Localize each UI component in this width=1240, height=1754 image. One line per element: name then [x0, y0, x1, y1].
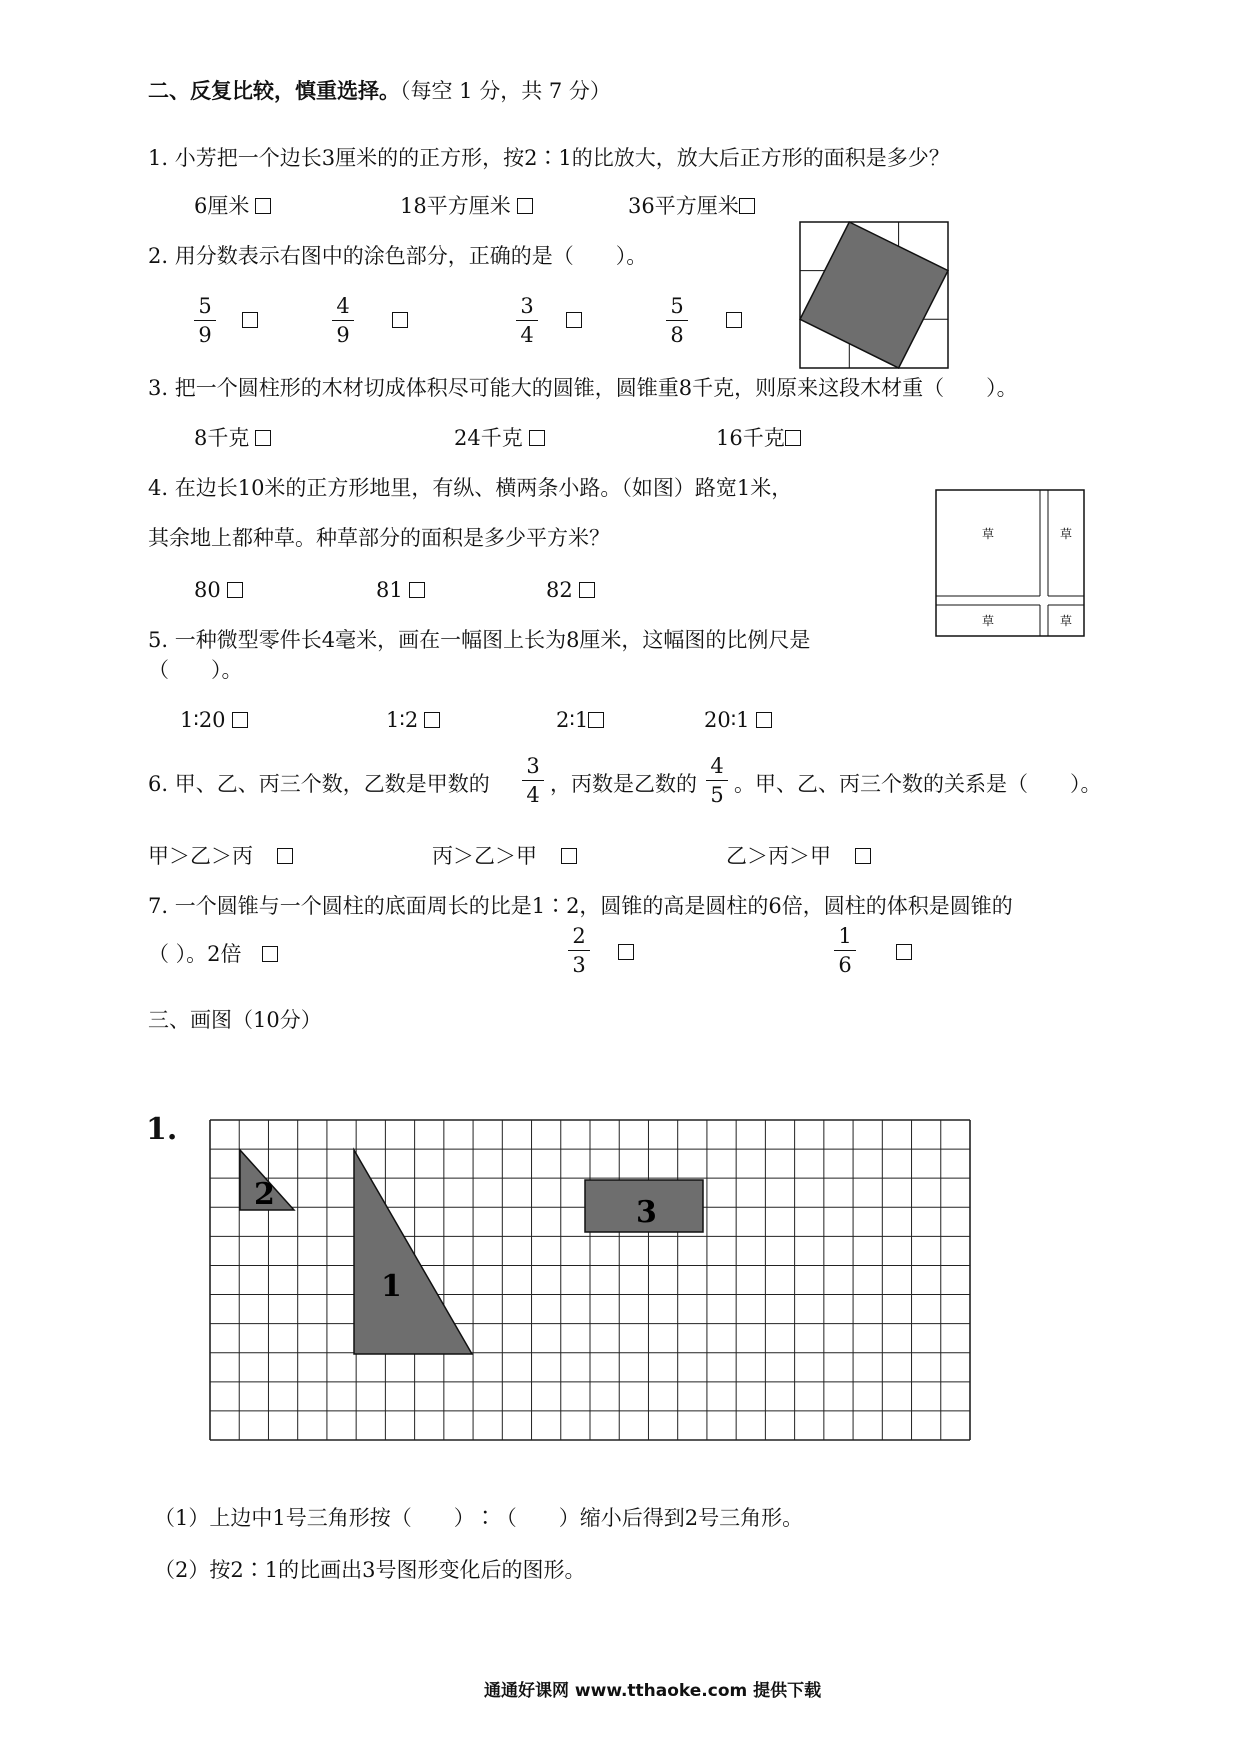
- footer-credit: 通通好课网 www.tthaoke.com 提供下载: [484, 1681, 822, 1701]
- q2-figure: [796, 218, 952, 372]
- sub-question-2: （2）按2∶1的比画出3号图形变化后的图形。: [154, 1558, 586, 1582]
- checkbox-icon[interactable]: [277, 848, 293, 864]
- q7-option-b-checkbox[interactable]: [618, 944, 634, 960]
- checkbox-icon[interactable]: [227, 582, 243, 598]
- checkbox-icon[interactable]: [855, 848, 871, 864]
- section-2-title: 二、反复比较，慎重选择。: [148, 78, 400, 103]
- q2-option-d-fraction: 5 8: [662, 296, 692, 346]
- grass-label-3: 草: [981, 614, 995, 628]
- q6-fraction-2: 4 5: [702, 756, 732, 806]
- checkbox-icon[interactable]: [756, 712, 772, 728]
- grass-label-4: 草: [1059, 614, 1073, 628]
- rectangle-3-label: 3: [636, 1195, 657, 1230]
- q3-option-a[interactable]: 8千克: [194, 428, 271, 449]
- q4-option-c[interactable]: 82: [546, 580, 595, 601]
- drawing-grid[interactable]: [208, 1118, 974, 1444]
- q6-text-part-1: 6. 甲、乙、丙三个数，乙数是甲数的: [148, 772, 490, 796]
- q6-text-part-2: ，丙数是乙数的: [550, 772, 697, 796]
- checkbox-icon[interactable]: [739, 198, 755, 214]
- section-2-heading: [148, 80, 611, 102]
- q6-text-part-3: 。甲、乙、丙三个数的关系是（ ）。: [734, 772, 1102, 796]
- q2-option-c-checkbox[interactable]: [566, 312, 582, 328]
- q3-option-c[interactable]: 16千克: [716, 428, 801, 449]
- q5-line-1: 5. 一种微型零件长4毫米，画在一幅图上长为8厘米，这幅图的比例尺是: [148, 628, 811, 652]
- q7-option-c-checkbox[interactable]: [896, 944, 912, 960]
- checkbox-icon[interactable]: [579, 582, 595, 598]
- q7-line-1: 7. 一个圆锥与一个圆柱的底面周长的比是1∶2，圆锥的高是圆柱的6倍，圆柱的体积是圆锥的: [148, 894, 1013, 918]
- triangle-1: [354, 1150, 472, 1354]
- checkbox-icon[interactable]: [409, 582, 425, 598]
- q6-option-b[interactable]: 丙＞乙＞甲: [432, 846, 577, 867]
- checkbox-icon[interactable]: [517, 198, 533, 214]
- checkbox-icon[interactable]: [262, 946, 278, 962]
- q2-option-d-checkbox[interactable]: [726, 312, 742, 328]
- checkbox-icon[interactable]: [785, 430, 801, 446]
- checkbox-icon[interactable]: [424, 712, 440, 728]
- q1-text: 1. 小芳把一个边长3厘米的的正方形，按2∶1的比放大，放大后正方形的面积是多少？: [148, 146, 950, 170]
- q1-option-c[interactable]: 36平方厘米: [628, 196, 755, 217]
- q5-option-b[interactable]: 1∶2: [386, 710, 440, 731]
- triangle-1-label: 1: [381, 1269, 402, 1304]
- drawing-question-number: 1.: [146, 1112, 178, 1147]
- q1-option-b[interactable]: 18平方厘米: [400, 196, 533, 217]
- checkbox-icon[interactable]: [255, 198, 271, 214]
- q3-option-b[interactable]: 24千克: [454, 428, 545, 449]
- q6-option-a[interactable]: 甲＞乙＞丙: [148, 846, 293, 867]
- q2-text: 2. 用分数表示右图中的涂色部分，正确的是（ ）。: [148, 244, 648, 268]
- q5-option-d[interactable]: 20∶1: [704, 710, 772, 731]
- checkbox-icon[interactable]: [255, 430, 271, 446]
- q2-option-a-checkbox[interactable]: [242, 312, 258, 328]
- q4-line-2: 其余地上都种草。种草部分的面积是多少平方米？: [148, 526, 610, 550]
- q3-text: 3. 把一个圆柱形的木材切成体积尽可能大的圆锥，圆锥重8千克，则原来这段木材重（ ）。: [148, 376, 1018, 400]
- q7-option-c-fraction: 1 6: [830, 926, 860, 976]
- q4-line-1: 4. 在边长10米的正方形地里，有纵、横两条小路。（如图）路宽1米，: [148, 476, 793, 500]
- q2-option-b-fraction: 4 9: [328, 296, 358, 346]
- q6-fraction-1: 3 4: [518, 756, 548, 806]
- checkbox-icon[interactable]: [561, 848, 577, 864]
- q5-option-c[interactable]: 2∶1: [556, 710, 604, 731]
- q4-option-b[interactable]: 81: [376, 580, 425, 601]
- triangle-2-label: 2: [254, 1177, 275, 1212]
- grass-label-1: 草: [981, 527, 995, 541]
- q2-option-a-fraction: 5 9: [190, 296, 220, 346]
- section-3-title: 三、画图（10分）: [148, 1008, 322, 1032]
- q2-option-c-fraction: 3 4: [512, 296, 542, 346]
- q7-option-a[interactable]: （ ）。2倍: [148, 944, 278, 965]
- q6-option-c[interactable]: 乙＞丙＞甲: [726, 846, 871, 867]
- checkbox-icon[interactable]: [588, 712, 604, 728]
- q2-option-b-checkbox[interactable]: [392, 312, 408, 328]
- section-2-score: （每空 1 分，共 7 分）: [400, 79, 611, 103]
- q1-option-a[interactable]: 6厘米: [194, 196, 271, 217]
- q5-line-2: （ ）。: [148, 658, 243, 682]
- grass-label-2: 草: [1059, 527, 1073, 541]
- checkbox-icon[interactable]: [529, 430, 545, 446]
- sub-question-1: （1）上边中1号三角形按（ ）∶（ ）缩小后得到2号三角形。: [154, 1506, 804, 1530]
- q4-figure: [934, 488, 1088, 640]
- checkbox-icon[interactable]: [232, 712, 248, 728]
- q5-option-a[interactable]: 1∶20: [180, 710, 248, 731]
- q4-option-a[interactable]: 80: [194, 580, 243, 601]
- q7-option-b-fraction: 2 3: [564, 926, 594, 976]
